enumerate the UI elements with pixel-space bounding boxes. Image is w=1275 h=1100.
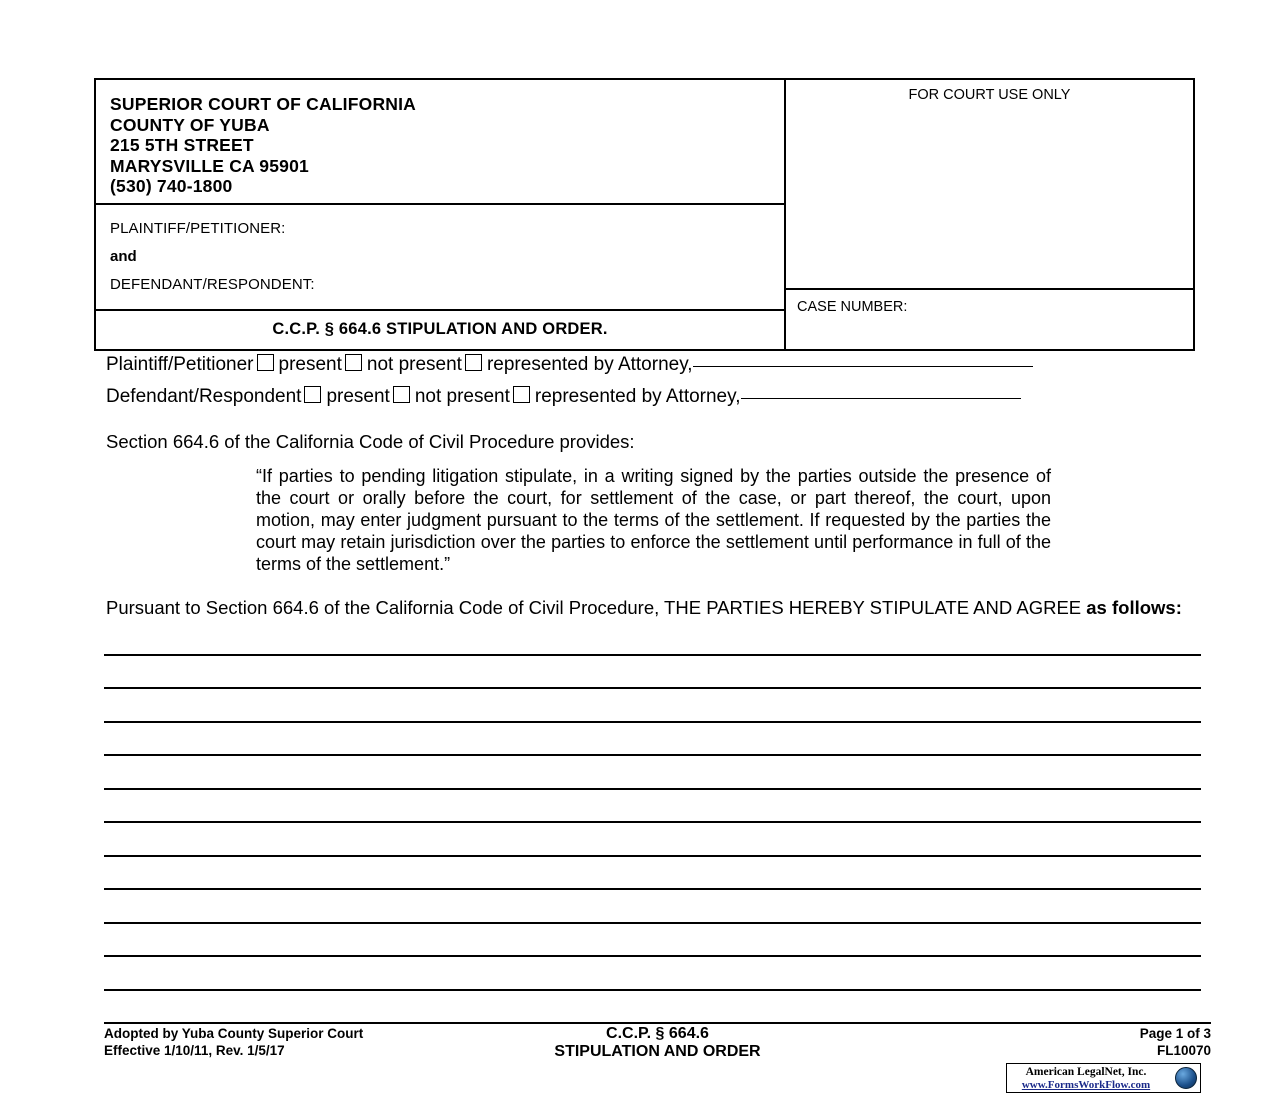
defendant-represented-label: represented by Attorney, [534,386,741,407]
defendant-label: DEFENDANT/RESPONDENT: [110,275,315,293]
defendant-appearance-label: Defendant/Respondent [106,386,302,407]
court-address-block [96,80,784,205]
write-line[interactable] [104,790,1201,824]
form-title-block [96,309,784,349]
plaintiff-label: PLAINTIFF/PETITIONER: [110,219,286,237]
footer-form-name [104,1025,1211,1061]
for-court-use-only-label: FOR COURT USE ONLY [908,87,1071,103]
caption-box [94,78,1195,351]
court-city-line: MARYSVILLE CA 95901 [110,155,309,176]
case-number-label: CASE NUMBER: [786,288,1193,328]
write-line[interactable] [104,656,1201,690]
defendant-present-checkbox[interactable] [304,386,321,403]
court-name-line-2: COUNTY OF YUBA [110,114,270,135]
footer-adopted-line: Adopted by Yuba County Superior Court [104,1026,364,1041]
write-line[interactable] [104,823,1201,857]
form-title: C.C.P. § 664.6 STIPULATION AND ORDER. [272,319,608,338]
caption-left-column [96,80,786,349]
write-line[interactable] [104,857,1201,891]
write-line[interactable] [104,924,1201,958]
defendant-present-label: present [326,386,390,407]
defendant-attorney-field[interactable] [741,398,1021,399]
section-intro-paragraph: Section 664.6 of the California Code of Civil Procedure provides: [106,431,635,452]
footer-form-number: FL10070 [1156,1043,1211,1058]
plaintiff-present-checkbox[interactable] [257,354,274,371]
document-body [106,350,1201,620]
defendant-represented-checkbox[interactable] [513,386,530,403]
write-line[interactable] [104,991,1201,1025]
footer-code-line: C.C.P. § 664.6 [606,1025,709,1042]
footer-divider [104,1022,1211,1024]
plaintiff-appearance-label: Plaintiff/Petitioner [106,354,254,375]
write-in-lines [104,622,1201,1024]
plaintiff-not-present-checkbox[interactable] [345,354,362,371]
logo-website-url[interactable]: www.FormsWorkFlow.com [1021,1079,1151,1091]
write-line[interactable] [104,890,1201,924]
plaintiff-present-label: present [278,354,342,375]
defendant-not-present-checkbox[interactable] [393,386,410,403]
write-line[interactable] [104,756,1201,790]
court-name-line-1: SUPERIOR COURT OF CALIFORNIA [110,94,417,114]
and-label: and [110,247,137,265]
plaintiff-appearance-line [106,350,1201,380]
plaintiff-not-present-label: not present [366,354,462,375]
caption-right-column [786,80,1193,349]
write-line[interactable] [104,689,1201,723]
defendant-not-present-label: not present [414,386,510,407]
plaintiff-attorney-field[interactable] [693,366,1033,367]
plaintiff-represented-checkbox[interactable] [465,354,482,371]
logo-text-block [1011,1066,1161,1092]
footer-page-info [1140,1025,1211,1059]
court-address-line: 215 5TH STREET [110,135,254,155]
pursuant-paragraph [106,595,1201,620]
write-line[interactable] [104,622,1201,656]
footer-title-line: STIPULATION AND ORDER [554,1043,761,1060]
footer-effective-line: Effective 1/10/11, Rev. 1/5/17 [104,1043,285,1058]
globe-icon [1175,1067,1197,1089]
plaintiff-represented-label: represented by Attorney, [486,354,693,375]
caption-top-row [96,80,1193,349]
party-names-block [96,205,784,309]
pursuant-bold-text: as follows: [1086,597,1182,618]
write-line[interactable] [104,957,1201,991]
defendant-appearance-line [106,382,1201,412]
court-phone-line: (530) 740-1800 [110,176,233,196]
statute-quote: “If parties to pending litigation stipulate, in a writing signed by the parties outside the presence of the court or orally before the court, for settlement of the case, or part thereof, the court, upon motion, may enter judgment pursuant to the terms of the settlement. If requested by the parties the court may retain jurisdiction over the parties to enforce the settlement until performance in full of the terms of the settlement.” [256,466,1051,574]
american-legalnet-logo [1006,1063,1201,1093]
pursuant-lead-text: Pursuant to Section 664.6 of the California Code of Civil Procedure, THE PARTIES HEREBY STIPULATE AND AGREE [106,597,1087,618]
page-footer [104,1025,1211,1065]
write-line[interactable] [104,723,1201,757]
footer-page-number: Page 1 of 3 [1139,1026,1211,1041]
logo-company-name: American LegalNet, Inc. [1025,1066,1147,1078]
